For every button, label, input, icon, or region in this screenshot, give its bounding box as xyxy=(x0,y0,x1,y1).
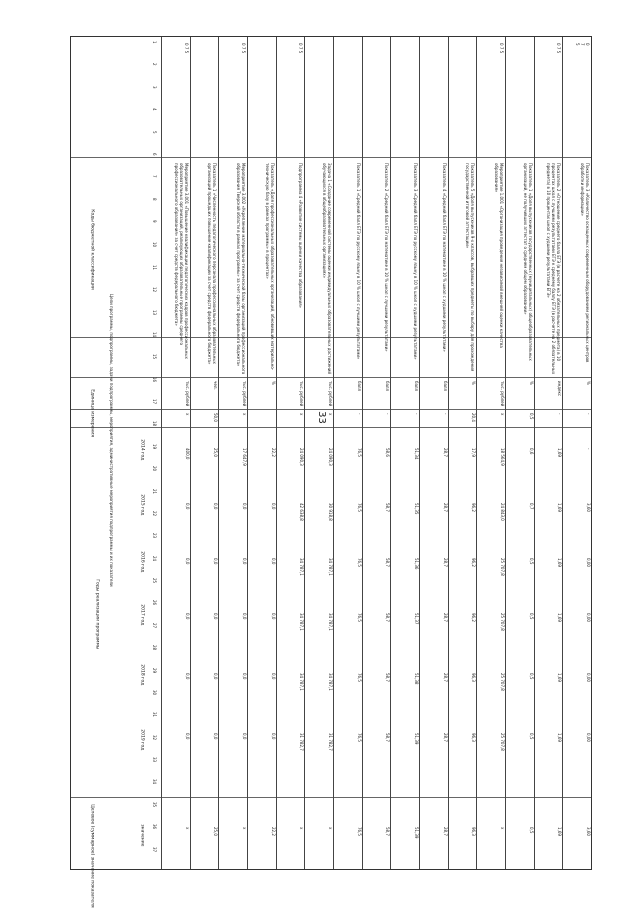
row-value-2015: 0,0 xyxy=(242,503,247,510)
year-2014-header: 2014 год xyxy=(139,439,145,461)
row-value-2016: 0,5 xyxy=(528,558,534,565)
row-divider xyxy=(333,37,334,869)
page-number: 33 xyxy=(315,411,327,424)
row-value-2016: 58,7 xyxy=(385,558,391,567)
row-divider xyxy=(534,37,535,869)
row-value-2018: 0,0 xyxy=(270,673,276,680)
column-number: 23 xyxy=(152,533,157,539)
row-value-2015: 1,69 xyxy=(557,503,563,512)
row-divider xyxy=(419,37,420,869)
row-value-2017: 25 707,8 xyxy=(500,613,505,631)
column-number: 16 xyxy=(152,376,157,382)
column-number: 28 xyxy=(152,645,157,651)
row-unit: % xyxy=(471,381,477,385)
row-value-2017: 0,0 xyxy=(242,613,247,620)
row-unit: тыс. рублей xyxy=(242,381,247,407)
row-value-2015: 96,2 xyxy=(471,503,477,512)
column-number: 22 xyxy=(152,510,157,517)
row-value-2016: 25 707,8 xyxy=(500,558,505,576)
row-description: Мероприятие 3.002 «Укрепление материально-технической базы организаций профессионального образования Тверской области в рамках программы» за счет средств федерального бюджета» xyxy=(236,163,246,375)
row-unit: индекс xyxy=(557,381,563,397)
row-final-value: 96,3 xyxy=(471,827,477,836)
row-base-value: x xyxy=(184,413,190,416)
row-final-value: 0,5 xyxy=(528,827,534,834)
column-number: 27 xyxy=(152,622,157,628)
row-value-2018: 58,7 xyxy=(385,673,391,682)
row-value-2015: 42 638,8 xyxy=(299,503,305,521)
column-number: 10 xyxy=(152,242,157,248)
column-number: 35 xyxy=(152,801,157,807)
row-value-2014: 24 090,3 xyxy=(328,448,333,466)
row-value-2019: 25 707,8 xyxy=(500,733,505,751)
row-value-2016: 76,5 xyxy=(356,558,362,567)
row-final-value: x xyxy=(328,827,333,830)
row-value-2017: 34 787,1 xyxy=(328,613,333,631)
year-2019-header: 2019 год xyxy=(139,729,145,751)
row-value-2015: 76,5 xyxy=(356,503,362,512)
row-description: Показатель 5 «Доля выпускников 9-х классов, выбравших предметы по выбору для прохождения государственной итоговой аттестации» xyxy=(465,163,476,372)
row-description: Показатель 1 «Средний балл ЕГЭ по русскому языку в 10 % школ с лучшими результатами» xyxy=(355,163,361,360)
row-value-2017: 34 787,1 xyxy=(299,613,305,631)
column-number: 29 xyxy=(152,667,157,673)
row-value-2016: 34 787,1 xyxy=(328,558,333,576)
row-final-value: x xyxy=(184,827,190,830)
planning-group-header: Годы реализации программы xyxy=(94,579,100,650)
column-number: 5 xyxy=(152,130,157,134)
row-divider xyxy=(190,37,191,869)
row-value-2018: 28,7 xyxy=(442,673,448,682)
row-value-2019: 96,3 xyxy=(471,733,477,742)
row-description: Показатель 1 «Доля выпускников государственных (муниципальных) общеобразовательных организаций, не получивших аттестат о среднем общем образовании» xyxy=(522,163,533,361)
row-code: 0 7 5 xyxy=(499,43,504,54)
row-value-2019: 0,0 xyxy=(242,733,247,740)
row-value-2015: 30 918,8 xyxy=(328,503,333,521)
row-description: Показатель 2 «Средний балл ЕГЭ по математике в 10 % школ с лучшими результатами» xyxy=(384,163,390,352)
row-value-2014: 76,5 xyxy=(356,448,362,457)
row-value-2015: 58,7 xyxy=(385,503,391,512)
row-value-2016: 1,69 xyxy=(557,558,563,567)
row-value-2018: 1,69 xyxy=(557,673,563,682)
row-value-2018: 51,38 xyxy=(414,673,419,685)
row-final-value: 28,7 xyxy=(442,827,448,836)
row-final-value: 1,69 xyxy=(557,827,563,836)
row-value-2019: 28,7 xyxy=(442,733,448,742)
final-value-header: значение xyxy=(139,824,145,847)
row-value-2016: 0,0 xyxy=(213,558,219,565)
row-base-value: - xyxy=(356,413,362,415)
row-unit: балл xyxy=(385,381,391,392)
column-number: 3 xyxy=(152,85,157,89)
row-value-2018: 0,0 xyxy=(184,673,190,680)
row-value-2014: 1,69 xyxy=(557,448,563,457)
row-unit: % xyxy=(270,381,276,385)
row-final-value: x xyxy=(242,827,247,830)
column-number: 9 xyxy=(152,220,157,223)
row-base-value: 20,4 xyxy=(471,413,477,422)
row-value-2019: 51,39 xyxy=(414,733,419,745)
row-value-2017: 0,0 xyxy=(213,613,219,620)
row-divider xyxy=(448,37,449,869)
row-value-2019: 76,5 xyxy=(356,733,362,742)
row-final-value: 76,5 xyxy=(356,827,362,836)
row-value-2015: 24 843,0 xyxy=(500,503,505,521)
row-value-2018: 0,5 xyxy=(528,673,534,680)
row-code: 0 7 5 xyxy=(183,43,189,54)
row-value-2015: 28,7 xyxy=(442,503,448,512)
column-number: 31 xyxy=(152,712,157,718)
column-number: 18 xyxy=(152,421,157,427)
row-description: Показатель 1 «Численность педагогического персонала профессиональных образовательных организаций прошедших повышение квалификации за счет средств федерального бюджета» xyxy=(207,163,218,365)
row-value-2017: 76,5 xyxy=(356,613,362,622)
row-description: Подпрограмма 4 «Развитие системы оценки качества образования» xyxy=(298,163,304,308)
row-base-value: - xyxy=(414,413,419,415)
goal-column-header: Цели программы, подпрограммы, задачи подпрограммы, мероприятия, административные мероприятия подпрограммы и их показатели xyxy=(109,294,114,587)
row-divider xyxy=(247,37,248,869)
row-final-value: 58,7 xyxy=(385,827,391,836)
row-divider xyxy=(218,37,219,869)
column-number: 8 xyxy=(152,197,157,201)
column-number: 1 xyxy=(152,41,157,44)
row-description: Мероприятие 1.001 «Организация проведения независимой внешней оценки качества образования» xyxy=(494,163,504,348)
column-number: 21 xyxy=(152,488,157,494)
column-number: 6 xyxy=(152,152,157,156)
row-value-2018: 96,3 xyxy=(471,673,477,682)
row-base-value: 0,5 xyxy=(528,413,534,420)
column-number: 36 xyxy=(152,824,157,830)
row-value-2017: 0,0 xyxy=(270,613,276,620)
row-value-2014: 58,6 xyxy=(385,448,391,457)
row-final-value: x xyxy=(299,827,305,830)
budget-table xyxy=(70,36,592,908)
column-number: 26 xyxy=(152,600,157,606)
row-unit: тыс. рублей xyxy=(299,381,305,407)
row-value-2015: 0,7 xyxy=(528,503,534,510)
column-number: 20 xyxy=(152,466,157,472)
row-value-2017: 0,5 xyxy=(528,613,534,620)
row-value-2014: 24 090,3 xyxy=(299,448,305,466)
row-value-2019: 0,5 xyxy=(528,733,534,740)
row-value-2016: 34 787,1 xyxy=(299,558,305,576)
row-unit: тыс. рублей xyxy=(500,381,505,407)
column-number: 24 xyxy=(152,555,157,561)
final-group-header: Целевое (суммарное) значение показателя xyxy=(89,804,95,908)
row-code: 0 7 5 xyxy=(556,43,562,54)
row-value-2014: 51,34 xyxy=(414,448,419,460)
row-value-2016: 51,36 xyxy=(414,558,419,570)
row-value-2016: 28,7 xyxy=(442,558,448,567)
row-value-2017: 1,69 xyxy=(557,613,563,622)
column-number: 32 xyxy=(152,734,157,740)
row-base-value: - xyxy=(586,413,591,415)
row-value-2015: 3,60 xyxy=(586,503,591,512)
row-value-2015: 51,35 xyxy=(414,503,419,515)
row-value-2019: 31 782,7 xyxy=(299,733,305,751)
column-number: 19 xyxy=(152,443,157,449)
row-value-2018: 0,0 xyxy=(213,673,219,680)
row-value-2016: 0,0 xyxy=(184,558,190,565)
column-number: 33 xyxy=(152,757,157,763)
row-value-2014: 25,0 xyxy=(213,448,219,457)
row-base-value: - xyxy=(557,413,563,415)
row-code: 0 7 5 xyxy=(241,43,246,54)
row-value-2017: 96,2 xyxy=(471,613,477,622)
row-unit: % xyxy=(586,381,591,385)
row-value-2014: - xyxy=(586,448,591,450)
row-base-value: - xyxy=(442,413,448,415)
column-number: 25 xyxy=(152,578,157,584)
row-base-value: x xyxy=(328,413,333,416)
row-description: Показатель 4 «Средний балл ЕГЭ по математике в 10 % школ с худшими результатами» xyxy=(441,163,447,352)
row-final-value: 3,60 xyxy=(586,827,591,836)
row-value-2019: 0,0 xyxy=(270,733,276,740)
year-2018-header: 2018 год xyxy=(139,664,145,686)
row-base-value: x xyxy=(242,413,247,416)
row-value-2019: 0,00 xyxy=(586,733,591,742)
row-unit: балл xyxy=(356,381,362,392)
row-unit: тыс. рублей xyxy=(328,381,333,407)
row-description: Показатель 2 «Отношение среднего балла ЕГЭ (в расчете на 2 обязательных предмета) в 10 процентах школ с лучшими результатами ЕГЭ к среднему баллу ЕГЭ (в расчете на 2 обязательных предмета) в 10 процентах школ с худшими результатами ЕГЭ» xyxy=(546,163,562,375)
row-unit: тыс. рублей xyxy=(184,381,190,407)
row-divider xyxy=(276,37,277,869)
column-number: 30 xyxy=(152,689,157,696)
row-base-value: - xyxy=(385,413,391,415)
row-value-2015: 0,0 xyxy=(184,503,190,510)
row-value-2017: 0,0 xyxy=(184,613,190,620)
row-description: Задача 1 «Создание современной системы оценки индивидуальных образовательных достижений обучающихся в общеобразовательных организациях» xyxy=(322,163,332,374)
row-value-2019: 1,69 xyxy=(557,733,563,742)
row-value-2018: 0,0 xyxy=(242,673,247,680)
row-value-2014: 17,9 xyxy=(471,448,477,457)
row-unit: балл xyxy=(414,381,419,392)
row-base-value: x xyxy=(500,413,505,416)
row-value-2015: 0,0 xyxy=(270,503,276,510)
row-value-2017: 0,00 xyxy=(586,613,591,622)
row-divider xyxy=(562,37,563,869)
row-description: Показатель 3 «Средний балл ЕГЭ по русскому языку в 10 % школ с худшими результатами» xyxy=(413,163,418,360)
row-final-value: 25,0 xyxy=(213,827,219,836)
row-value-2018: 34 787,1 xyxy=(328,673,333,691)
row-description: Показатель 3 «Количество оснащенных современным оборудованием региональных центров обработки информации» xyxy=(580,163,590,363)
row-value-2017: 51,37 xyxy=(414,613,419,625)
row-value-2017: 28,7 xyxy=(442,613,448,622)
year-2015-header: 2015 год xyxy=(139,494,145,516)
row-final-value: x xyxy=(500,827,505,830)
row-divider xyxy=(505,37,506,869)
row-value-2016: 0,00 xyxy=(586,558,591,567)
row-description: Показатель «Доля профессиональных образовательных организаций, обновивших материально-техническую базу в рамках программы» в процентах» xyxy=(264,163,275,371)
column-number: 13 xyxy=(152,309,157,315)
row-description: Мероприятие 3.001 «Повышение квалификации педагогических кадров профессиональных образовательных организаций, реализующих образовательные программы среднего профессионального образования» за счет средств федерального бюджета» xyxy=(173,163,189,359)
column-number: 12 xyxy=(152,287,157,293)
row-value-2016: 96,2 xyxy=(471,558,477,567)
column-number: 37 xyxy=(152,846,157,852)
codes-group-header: Коды бюджетной классификации xyxy=(89,209,95,290)
row-value-2017: 58,7 xyxy=(385,613,391,622)
column-number: 11 xyxy=(152,264,157,270)
row-unit: % xyxy=(528,381,534,385)
row-value-2019: 0,0 xyxy=(213,733,219,740)
row-value-2018: 34 787,1 xyxy=(299,673,305,691)
column-number: 15 xyxy=(152,354,157,360)
row-value-2019: 58,7 xyxy=(385,733,391,742)
row-value-2018: 0,00 xyxy=(586,673,591,682)
column-number: 2 xyxy=(152,63,157,66)
row-divider xyxy=(304,37,305,869)
column-number: 7 xyxy=(152,175,157,178)
row-value-2014: 18 564,9 xyxy=(500,448,505,466)
row-divider xyxy=(362,37,363,869)
row-value-2016: 0,0 xyxy=(270,558,276,565)
row-base-value: x xyxy=(299,413,305,416)
column-number: 4 xyxy=(152,108,157,111)
row-divider xyxy=(161,37,162,869)
row-base-value: 50,0 xyxy=(213,413,219,422)
row-divider xyxy=(390,37,391,869)
row-value-2018: 25 707,8 xyxy=(500,673,505,691)
row-value-2014: 0,6 xyxy=(528,448,534,455)
row-value-2014: 22,2 xyxy=(270,448,276,457)
row-value-2016: 0,0 xyxy=(242,558,247,565)
row-value-2014: 17 647,9 xyxy=(242,448,247,466)
row-final-value: 22,2 xyxy=(270,827,276,836)
row-unit: балл xyxy=(442,381,448,392)
row-code: 0 7 5 xyxy=(575,43,590,46)
row-unit: чел. xyxy=(213,381,219,390)
row-final-value: 51,39 xyxy=(414,827,419,839)
unit-column-header: Единица измерения xyxy=(89,389,95,437)
row-value-2018: 76,5 xyxy=(356,673,362,682)
row-value-2015: 0,0 xyxy=(213,503,219,510)
year-2017-header: 2017 год xyxy=(139,604,145,626)
column-number: 14 xyxy=(152,331,157,337)
column-number: 17 xyxy=(152,399,157,405)
row-value-2019: 0,0 xyxy=(184,733,190,740)
row-divider xyxy=(476,37,477,869)
row-value-2014: 400,0 xyxy=(184,448,190,460)
row-code: 0 7 5 xyxy=(298,43,304,54)
year-2016-header: 2016 год xyxy=(139,551,145,573)
row-value-2014: 28,7 xyxy=(442,448,448,457)
row-value-2019: 31 782,7 xyxy=(328,733,333,751)
column-number: 34 xyxy=(152,779,157,785)
